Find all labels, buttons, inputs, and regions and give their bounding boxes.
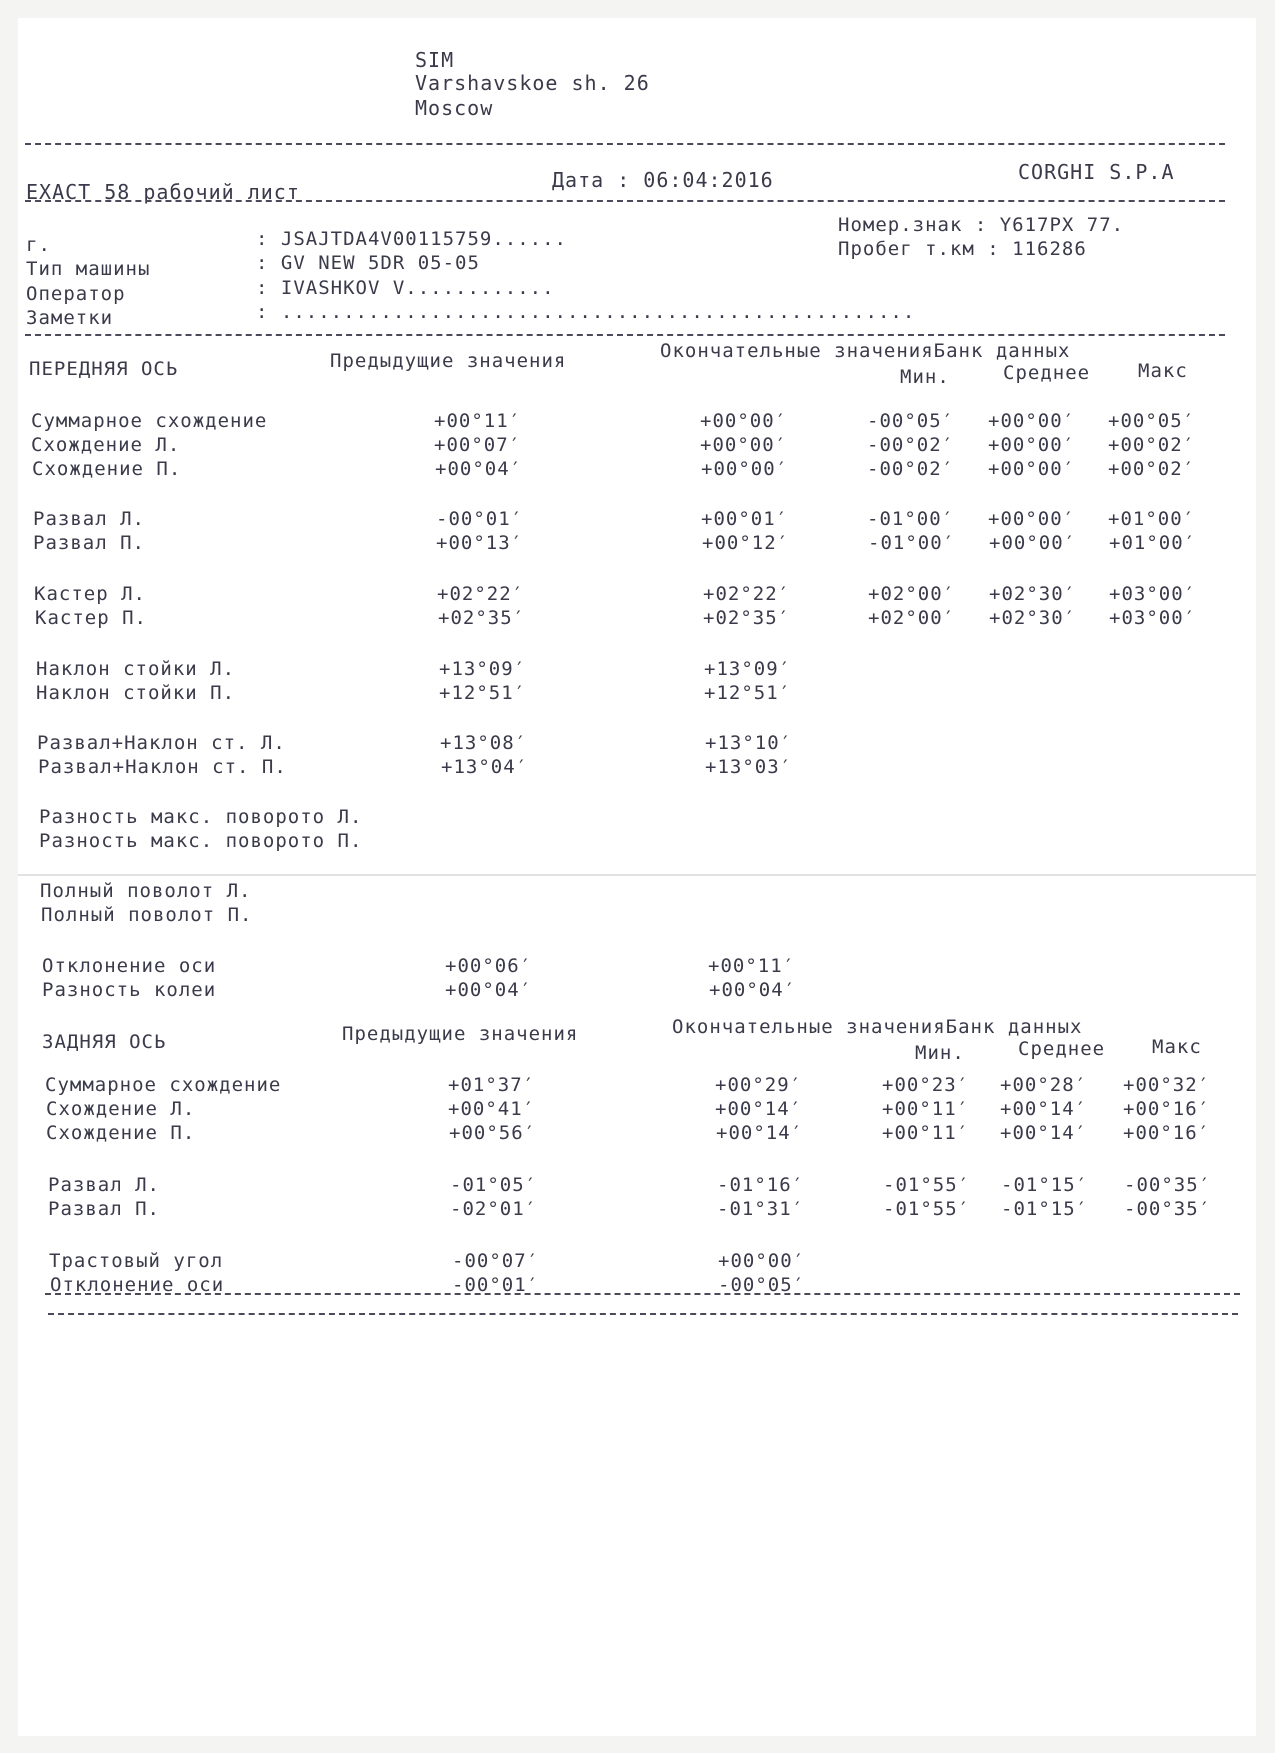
front-min-cell: -01°00′ bbox=[868, 532, 956, 554]
rear-row bbox=[0, 1274, 1275, 1300]
rear-avg-cell: -01°15′ bbox=[1001, 1198, 1089, 1220]
front-row bbox=[0, 979, 1275, 1005]
vehicle-type-label: Тип машины bbox=[26, 258, 151, 280]
rear-avg-cell: -01°15′ bbox=[1001, 1174, 1089, 1196]
front-row bbox=[0, 955, 1275, 981]
front-label-cell: Схождение Л. bbox=[31, 434, 181, 456]
front-prev-cell: +02°35′ bbox=[438, 607, 526, 629]
front-max-cell: +01°00′ bbox=[1108, 508, 1196, 530]
front-avg-cell: +00°00′ bbox=[988, 434, 1076, 456]
divider bbox=[48, 1313, 1238, 1315]
rear-max-cell: +00°32′ bbox=[1123, 1074, 1211, 1096]
rear-prev-cell: -00°01′ bbox=[452, 1274, 540, 1296]
front-row bbox=[0, 806, 1275, 832]
rear-final-cell: +00°14′ bbox=[716, 1122, 804, 1144]
front-label-cell: Наклон стойки П. bbox=[36, 682, 236, 704]
front-max-cell: +01°00′ bbox=[1109, 532, 1197, 554]
rear-final-cell: -00°05′ bbox=[718, 1274, 806, 1296]
rear-max-cell: -00°35′ bbox=[1124, 1198, 1212, 1220]
vin-value: : JSAJTDA4V00115759...... bbox=[256, 228, 567, 250]
front-row bbox=[0, 532, 1275, 558]
front-label-cell: Отклонение оси bbox=[42, 955, 217, 977]
front-min-cell: -00°02′ bbox=[867, 458, 955, 480]
rear-row bbox=[0, 1174, 1275, 1200]
rear-row bbox=[0, 1250, 1275, 1276]
front-row bbox=[0, 830, 1275, 856]
operator-value: : IVASHKOV V............ bbox=[256, 277, 555, 299]
front-col-prev: Предыдущие значения bbox=[330, 350, 567, 372]
front-row bbox=[0, 732, 1275, 758]
front-prev-cell: +13°08′ bbox=[440, 732, 528, 754]
rear-prev-cell: -01°05′ bbox=[450, 1174, 538, 1196]
rear-label-cell: Развал Л. bbox=[48, 1174, 160, 1196]
rear-row bbox=[0, 1098, 1275, 1124]
rear-label-cell: Развал П. bbox=[48, 1198, 160, 1220]
front-min-cell: -01°00′ bbox=[867, 508, 955, 530]
rear-col-max: Макс bbox=[1152, 1036, 1202, 1058]
divider bbox=[45, 1293, 1240, 1295]
rear-min-cell: -01°55′ bbox=[883, 1174, 971, 1196]
front-col-min: Мин. bbox=[900, 366, 950, 388]
rear-final-cell: -01°31′ bbox=[717, 1198, 805, 1220]
front-row bbox=[0, 583, 1275, 609]
front-prev-cell: +00°13′ bbox=[436, 532, 524, 554]
rear-max-cell: -00°35′ bbox=[1124, 1174, 1212, 1196]
front-row bbox=[0, 658, 1275, 684]
rear-col-final: Окончательные значенияБанк данных bbox=[672, 1016, 1083, 1038]
front-avg-cell: +00°00′ bbox=[988, 458, 1076, 480]
front-min-cell: +02°00′ bbox=[868, 583, 956, 605]
rear-min-cell: +00°23′ bbox=[882, 1074, 970, 1096]
rear-label-cell: Суммарное схождение bbox=[45, 1074, 282, 1096]
rear-axle-title: ЗАДНЯЯ ОСЬ bbox=[42, 1031, 167, 1053]
front-final-cell: +02°35′ bbox=[703, 607, 791, 629]
rear-label-cell: Схождение П. bbox=[46, 1122, 196, 1144]
rear-min-cell: -01°55′ bbox=[883, 1198, 971, 1220]
front-label-cell: Суммарное схождение bbox=[31, 410, 268, 432]
front-prev-cell: +13°09′ bbox=[439, 658, 527, 680]
front-final-cell: +02°22′ bbox=[703, 583, 791, 605]
rear-label-cell: Отклонение оси bbox=[50, 1274, 225, 1296]
front-prev-cell: +13°04′ bbox=[441, 756, 529, 778]
front-avg-cell: +00°00′ bbox=[989, 532, 1077, 554]
front-final-cell: +13°09′ bbox=[704, 658, 792, 680]
front-final-cell: +00°00′ bbox=[701, 458, 789, 480]
front-final-cell: +00°12′ bbox=[702, 532, 790, 554]
front-row bbox=[0, 880, 1275, 906]
rear-avg-cell: +00°14′ bbox=[1000, 1122, 1088, 1144]
front-prev-cell: +12°51′ bbox=[439, 682, 527, 704]
front-prev-cell: +00°04′ bbox=[445, 979, 533, 1001]
front-label-cell: Развал+Наклон ст. П. bbox=[38, 756, 287, 778]
paper-fold-line bbox=[18, 874, 1256, 876]
front-avg-cell: +00°00′ bbox=[988, 508, 1076, 530]
rear-col-prev: Предыдущие значения bbox=[342, 1023, 579, 1045]
vehicle-type-value: : GV NEW 5DR 05-05 bbox=[256, 252, 480, 274]
front-row bbox=[0, 682, 1275, 708]
front-row bbox=[0, 508, 1275, 534]
front-label-cell: Полный поволот Л. bbox=[40, 880, 252, 902]
rear-max-cell: +00°16′ bbox=[1123, 1122, 1211, 1144]
front-label-cell: Кастер Л. bbox=[34, 583, 146, 605]
rear-min-cell: +00°11′ bbox=[882, 1122, 970, 1144]
front-max-cell: +00°02′ bbox=[1108, 458, 1196, 480]
rear-final-cell: +00°29′ bbox=[715, 1074, 803, 1096]
company-name: CORGHI S.P.A bbox=[1018, 160, 1175, 184]
rear-avg-cell: +00°28′ bbox=[1000, 1074, 1088, 1096]
front-label-cell: Кастер П. bbox=[35, 607, 147, 629]
divider bbox=[25, 200, 1225, 202]
front-label-cell: Развал+Наклон ст. Л. bbox=[37, 732, 286, 754]
rear-prev-cell: +00°56′ bbox=[449, 1122, 537, 1144]
front-prev-cell: -00°01′ bbox=[436, 508, 524, 530]
plate-number: Номер.знак : Y617PX 77. bbox=[838, 214, 1125, 236]
vin-label: г. bbox=[26, 234, 51, 256]
rear-row bbox=[0, 1074, 1275, 1100]
front-label-cell: Разность макс. поворото Л. bbox=[39, 806, 363, 828]
front-col-avg: Среднее bbox=[1003, 362, 1091, 384]
address-line-3: Moscow bbox=[415, 96, 494, 120]
front-row bbox=[0, 904, 1275, 930]
rear-final-cell: -01°16′ bbox=[717, 1174, 805, 1196]
rear-final-cell: +00°00′ bbox=[718, 1250, 806, 1272]
front-final-cell: +00°01′ bbox=[701, 508, 789, 530]
operator-label: Оператор bbox=[26, 283, 126, 305]
divider bbox=[25, 334, 1225, 336]
front-avg-cell: +02°30′ bbox=[989, 583, 1077, 605]
front-col-max: Макс bbox=[1138, 360, 1188, 382]
front-row bbox=[0, 756, 1275, 782]
front-prev-cell: +00°07′ bbox=[434, 434, 522, 456]
front-max-cell: +00°05′ bbox=[1108, 410, 1196, 432]
front-prev-cell: +02°22′ bbox=[437, 583, 525, 605]
front-final-cell: +13°03′ bbox=[705, 756, 793, 778]
rear-max-cell: +00°16′ bbox=[1123, 1098, 1211, 1120]
front-final-cell: +13°10′ bbox=[705, 732, 793, 754]
front-final-cell: +00°00′ bbox=[700, 434, 788, 456]
divider bbox=[25, 143, 1225, 145]
rear-label-cell: Трастовый угол bbox=[49, 1250, 224, 1272]
rear-final-cell: +00°14′ bbox=[715, 1098, 803, 1120]
front-label-cell: Разность макс. поворото П. bbox=[39, 830, 363, 852]
rear-row bbox=[0, 1198, 1275, 1224]
front-label-cell: Схождение П. bbox=[32, 458, 182, 480]
rear-label-cell: Схождение Л. bbox=[46, 1098, 196, 1120]
front-min-cell: -00°05′ bbox=[867, 410, 955, 432]
front-label-cell: Полный поволот П. bbox=[41, 904, 253, 926]
front-min-cell: +02°00′ bbox=[868, 607, 956, 629]
front-max-cell: +03°00′ bbox=[1109, 583, 1197, 605]
front-avg-cell: +02°30′ bbox=[989, 607, 1077, 629]
address-line-1: SIM bbox=[415, 48, 455, 72]
paper-sheet bbox=[18, 18, 1256, 1736]
rear-col-min: Мин. bbox=[915, 1042, 965, 1064]
rear-prev-cell: -02°01′ bbox=[450, 1198, 538, 1220]
rear-col-avg: Среднее bbox=[1018, 1038, 1106, 1060]
front-label-cell: Развал П. bbox=[33, 532, 145, 554]
notes-label: Заметки bbox=[26, 307, 114, 329]
front-row bbox=[0, 434, 1275, 460]
front-final-cell: +00°00′ bbox=[700, 410, 788, 432]
front-avg-cell: +00°00′ bbox=[988, 410, 1076, 432]
mileage: Пробег т.км : 116286 bbox=[838, 238, 1087, 260]
rear-avg-cell: +00°14′ bbox=[1000, 1098, 1088, 1120]
front-final-cell: +00°11′ bbox=[708, 955, 796, 977]
front-max-cell: +00°02′ bbox=[1108, 434, 1196, 456]
front-max-cell: +03°00′ bbox=[1109, 607, 1197, 629]
front-label-cell: Наклон стойки Л. bbox=[36, 658, 236, 680]
front-axle-title: ПЕРЕДНЯЯ ОСЬ bbox=[29, 358, 179, 380]
front-row bbox=[0, 607, 1275, 633]
rear-prev-cell: +01°37′ bbox=[448, 1074, 536, 1096]
front-prev-cell: +00°11′ bbox=[434, 410, 522, 432]
address-line-2: Varshavskoe sh. 26 bbox=[415, 71, 650, 95]
rear-min-cell: +00°11′ bbox=[882, 1098, 970, 1120]
front-final-cell: +00°04′ bbox=[709, 979, 797, 1001]
front-prev-cell: +00°06′ bbox=[445, 955, 533, 977]
report-title: EXACT 58 рабочий лист bbox=[26, 180, 300, 204]
rear-prev-cell: -00°07′ bbox=[452, 1250, 540, 1272]
front-final-cell: +12°51′ bbox=[704, 682, 792, 704]
rear-row bbox=[0, 1122, 1275, 1148]
front-row bbox=[0, 410, 1275, 436]
report-date: Дата : 06:04:2016 bbox=[552, 168, 774, 192]
front-prev-cell: +00°04′ bbox=[435, 458, 523, 480]
front-col-final: Окончательные значенияБанк данных bbox=[660, 340, 1071, 362]
rear-prev-cell: +00°41′ bbox=[448, 1098, 536, 1120]
front-label-cell: Разность колеи bbox=[42, 979, 217, 1001]
front-label-cell: Развал Л. bbox=[33, 508, 145, 530]
notes-value: : ................................................... bbox=[256, 301, 916, 323]
front-min-cell: -00°02′ bbox=[867, 434, 955, 456]
front-row bbox=[0, 458, 1275, 484]
